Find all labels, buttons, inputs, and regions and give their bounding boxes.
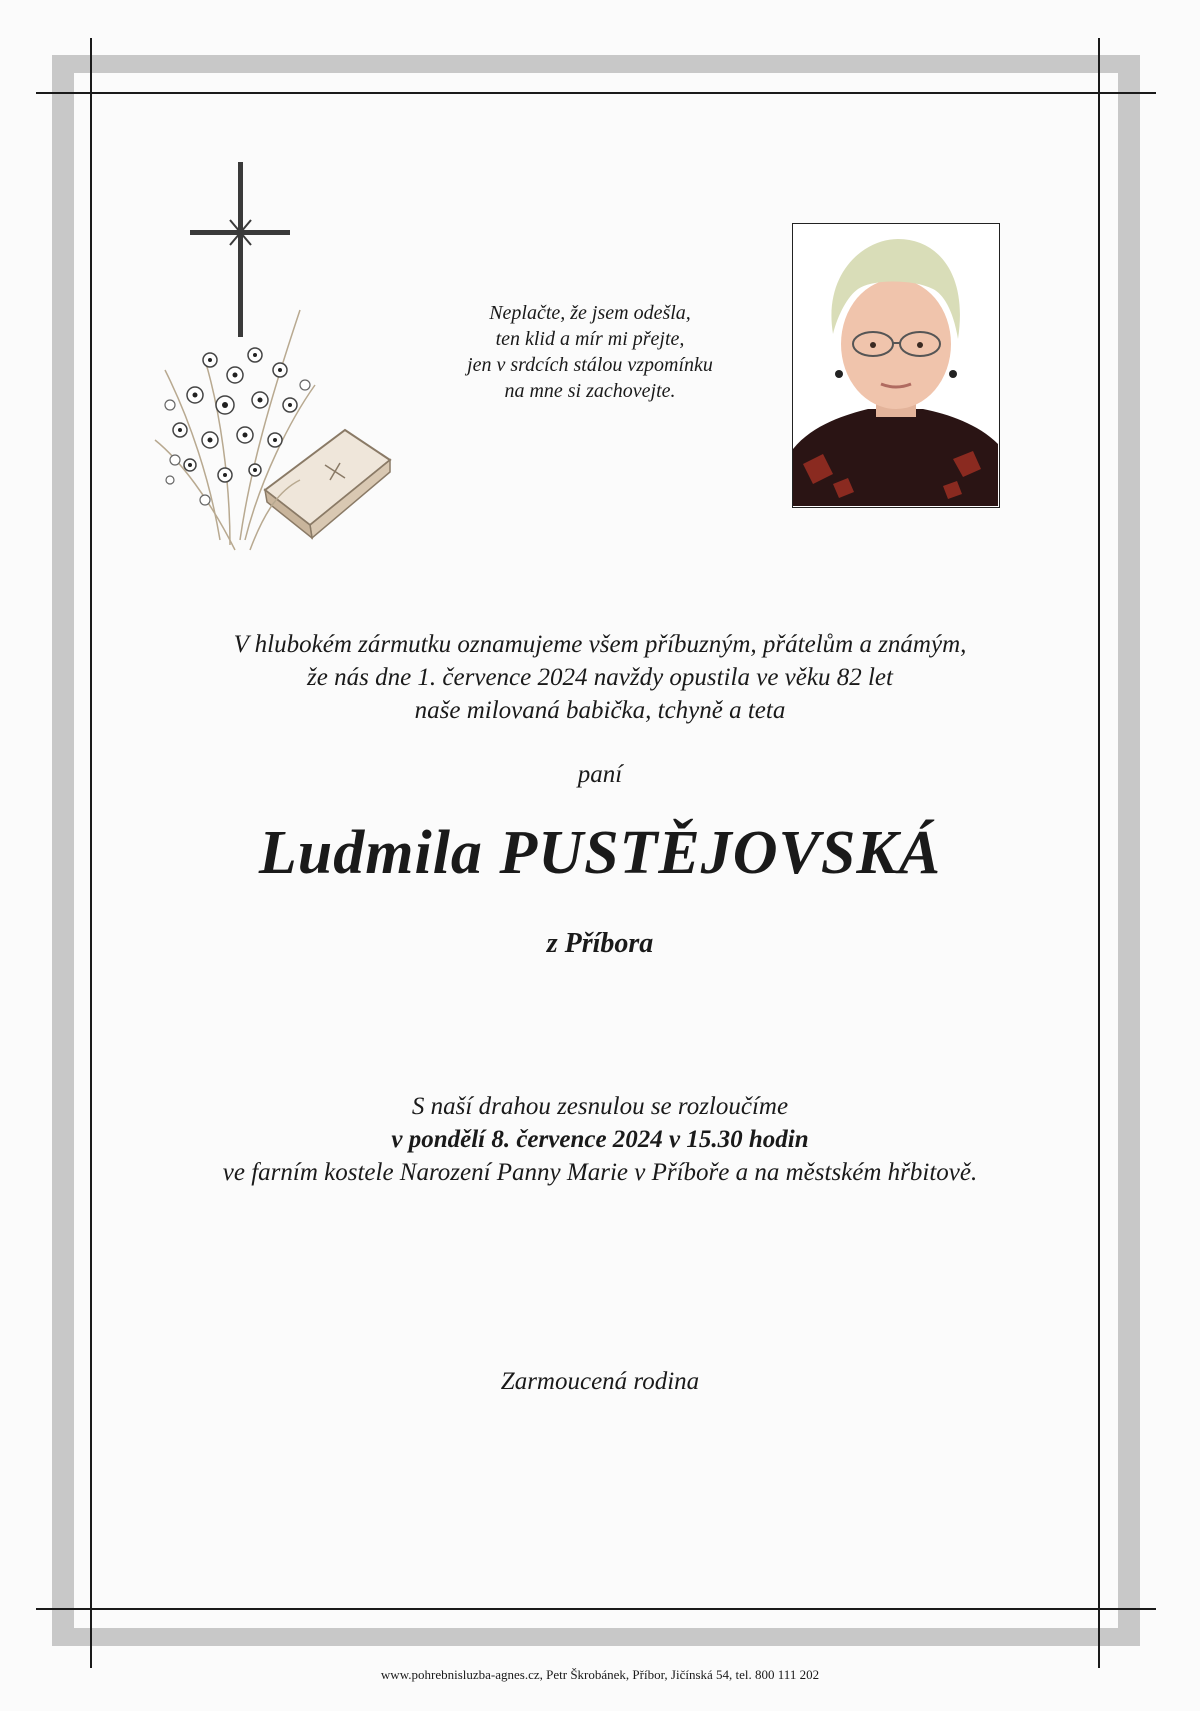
poem-line: na mne si zachovejte. <box>504 380 676 402</box>
farewell-line: S naší drahou zesnulou se rozloučíme <box>411 1093 789 1120</box>
frame-line-left <box>90 38 92 1668</box>
frame-band-bottom <box>52 1628 1140 1646</box>
frame-band-top <box>52 55 1140 73</box>
portrait-photo <box>792 223 1000 508</box>
cross-icon <box>190 162 290 337</box>
title-prefix: paní <box>577 761 623 788</box>
poem-line: jen v srdcích stálou vzpomínku <box>467 354 713 376</box>
poem-line: ten klid a mír mi přejte, <box>495 328 685 350</box>
frame-band-left <box>52 55 74 1646</box>
origin-town: z Příbora <box>546 928 654 959</box>
poem-quote <box>400 300 780 404</box>
frame-line-top <box>36 92 1156 94</box>
portrait-image <box>793 224 998 506</box>
footer-contact: www.pohrebnisluzba-agnes.cz, Petr Škrobánek, Příbor, Jičínská 54, tel. 800 111 202 <box>380 1667 820 1682</box>
poem-line: Neplačte, že jsem odešla, <box>489 302 691 324</box>
frame-line-bottom <box>36 1608 1156 1610</box>
deceased-name: Ludmila PUSTĚJOVSKÁ <box>258 819 942 887</box>
signature: Zarmoucená rodina <box>500 1368 700 1395</box>
announcement-text <box>100 628 1100 727</box>
announcement-line: že nás dne 1. července 2024 navždy opustila ve věku 82 let <box>307 664 893 691</box>
announcement-line: V hlubokém zármutku oznamujeme všem příbuzným, přátelům a známým, <box>233 631 967 658</box>
farewell-date-time: v pondělí 8. července 2024 v 15.30 hodin <box>391 1126 809 1153</box>
frame-band-right <box>1118 55 1140 1646</box>
cross-flowers-book-ornament <box>150 160 400 560</box>
farewell-place: ve farním kostele Narození Panny Marie v Příboře a na městském hřbitově. <box>222 1159 978 1186</box>
announcement-line: naše milovaná babička, tchyně a teta <box>414 697 786 724</box>
book-icon <box>265 430 390 538</box>
farewell-details <box>100 1090 1100 1189</box>
